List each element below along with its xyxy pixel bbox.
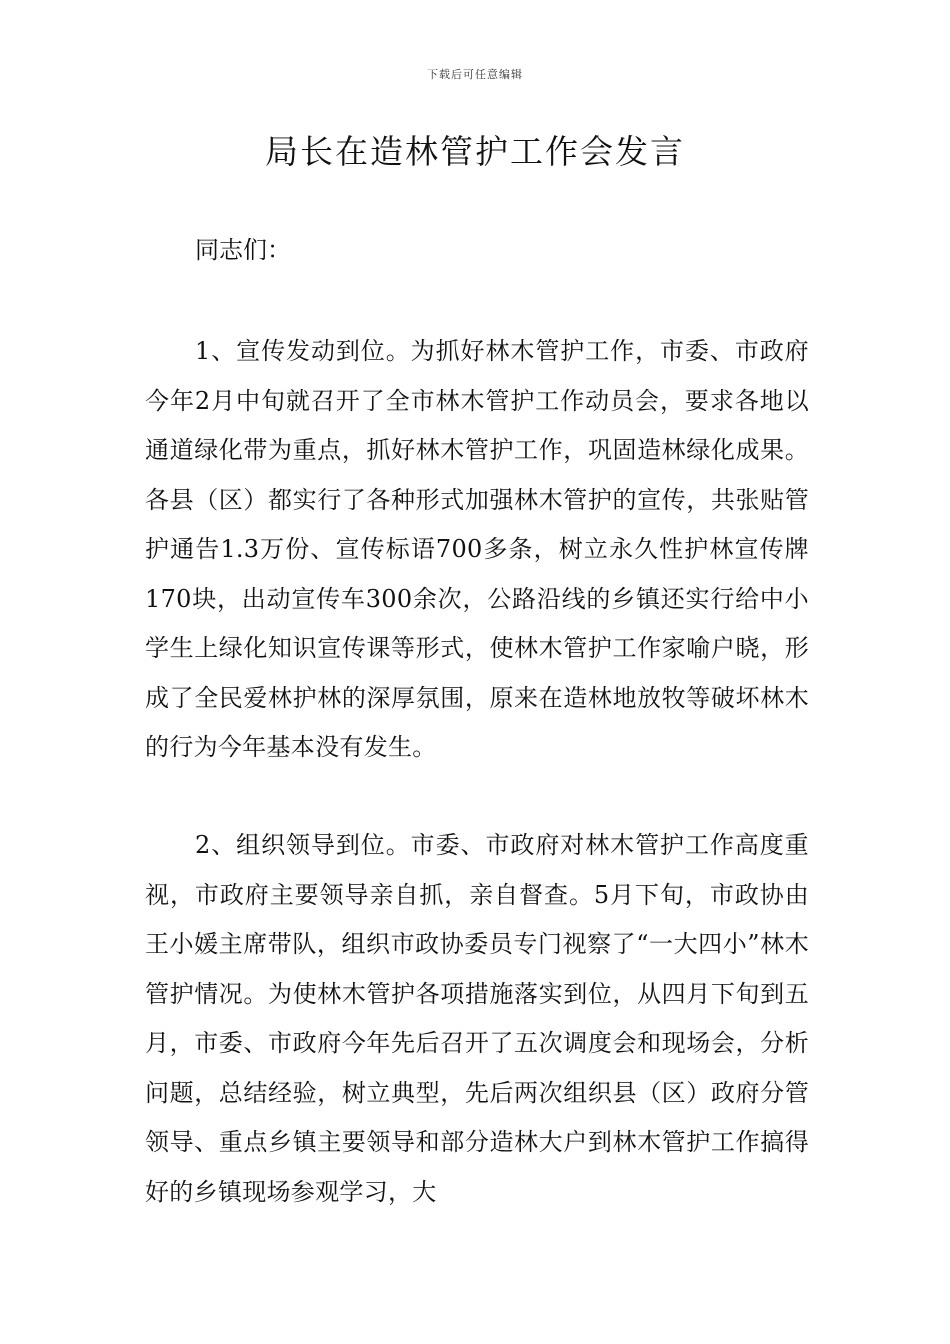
- paragraph-text: 2、组织领导到位。市委、市政府对林木管护工作高度重视，市政府主要领导亲自抓，亲自督查。5月下旬，市政协由王小媛主席带队，组织市政协委员专门视察了“一大四小”林木管护情况。为使林木管护各项措施落实到位，从四月下旬到五月，市委、市政府今年先后召开了五次调度会和现场会，分析问题，总结经验，树立典型，先后两次组织县（区）政府分管领导、重点乡镇主要领导和部分造林大户到林木管护工作搞得好的乡镇现场参观学习，大: [145, 831, 809, 1206]
- document-title: 局长在造林管护工作会发言: [265, 132, 685, 171]
- salutation: 同志们：: [195, 236, 291, 264]
- header-note: 下载后可任意编辑: [427, 68, 523, 81]
- paragraph-publicity: [145, 327, 809, 773]
- paragraph-text: 1、宣传发动到位。为抓好林木管护工作，市委、市政府今年2月中旬就召开了全市林木管护工作动员会，要求各地以通道绿化带为重点，抓好林木管护工作，巩固造林绿化成果。各县（区）都实行了各种形式加强林木管护的宣传，共张贴管护通告1.3万份、宣传标语700多条，树立永久性护林宣传牌170块，出动宣传车300余次，公路沿线的乡镇还实行给中小学生上绿化知识宣传课等形式，使林木管护工作家喻户晓，形成了全民爱林护林的深厚氛围，原来在造林地放牧等破坏林木的行为今年基本没有发生。: [145, 337, 809, 761]
- paragraph-leadership: [145, 821, 809, 1217]
